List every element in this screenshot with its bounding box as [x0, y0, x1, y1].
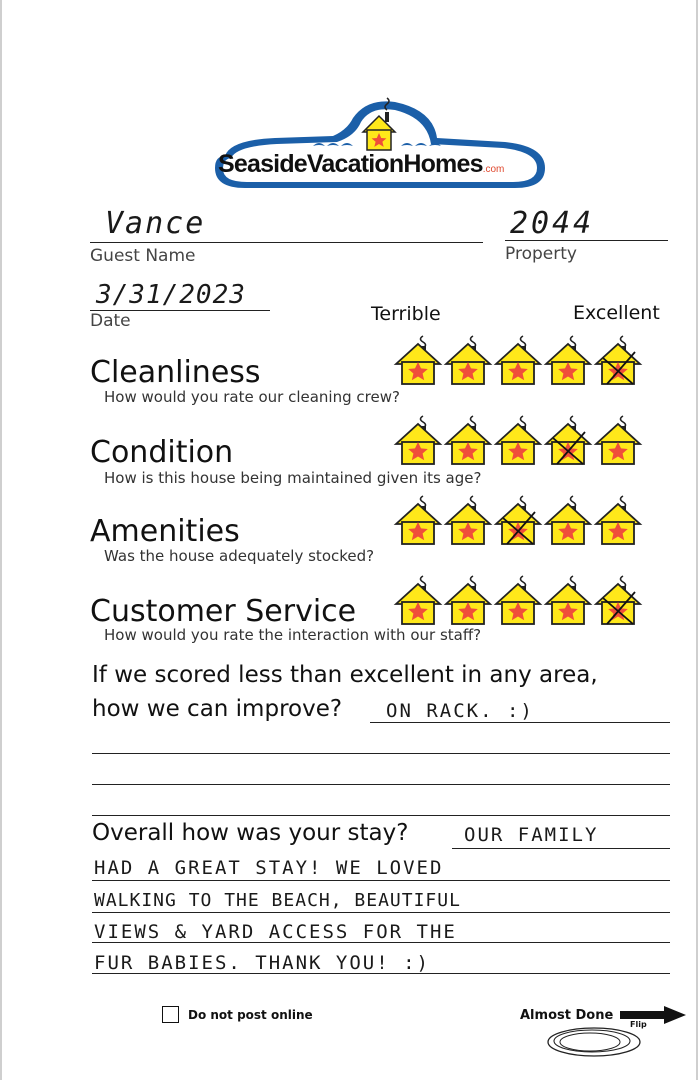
rating-house-icon-2[interactable] [443, 414, 493, 466]
category-title: Amenities [90, 514, 240, 549]
almost-done-label: Almost Done [520, 1008, 614, 1023]
overall-answer-line: VIEWS & YARD ACCESS FOR THE [94, 921, 457, 943]
date-label: Date [90, 311, 131, 331]
guest-name-label: Guest Name [90, 246, 196, 266]
rating-house-icon-4[interactable] [543, 574, 593, 626]
improve-question-line1: If we scored less than excellent in any area, [92, 662, 598, 688]
rating-house-icon-2[interactable] [443, 494, 493, 546]
category-subtitle: How would you rate the interaction with our staff? [104, 626, 482, 644]
category-title: Customer Service [90, 594, 357, 629]
improve-line [370, 722, 670, 723]
category-subtitle: How would you rate our cleaning crew? [104, 388, 400, 406]
rating-house-icon-2[interactable] [443, 574, 493, 626]
improve-line [92, 753, 670, 754]
scale-high-label: Excellent [573, 302, 660, 324]
overall-answer-line: HAD A GREAT STAY! WE LOVED [94, 857, 444, 879]
guest-name-value: Vance [105, 206, 206, 241]
brand-logo [205, 96, 555, 196]
category-title: Condition [90, 435, 234, 470]
signature-scribble [544, 1022, 648, 1060]
rating-house-icon-3[interactable] [493, 574, 543, 626]
flip-label: Flip [630, 1020, 647, 1029]
rating-house-icon-5[interactable] [593, 574, 643, 626]
page-edge-left [0, 0, 2, 1080]
rating-house-icon-4[interactable] [543, 334, 593, 386]
brand-suffix: .com [482, 164, 505, 175]
overall-answer-line: OUR FAMILY [464, 824, 599, 846]
guest-name-line [90, 242, 483, 243]
category-subtitle: Was the house adequately stocked? [104, 547, 375, 565]
overall-question: Overall how was your stay? [92, 820, 409, 846]
rating-house-icon-1[interactable] [393, 494, 443, 546]
brand-wordmark [218, 150, 504, 179]
property-label: Property [505, 244, 577, 264]
rating-house-icon-4[interactable] [543, 494, 593, 546]
category-subtitle: How is this house being maintained given its age? [104, 469, 482, 487]
rating-house-icon-4[interactable] [543, 414, 593, 466]
rating-stars[interactable] [393, 334, 653, 386]
overall-answer-line: WALKING TO THE BEACH, BEAUTIFUL [94, 890, 461, 911]
date-value: 3/31/2023 [96, 280, 246, 310]
rating-house-icon-2[interactable] [443, 334, 493, 386]
rating-house-icon-3[interactable] [493, 334, 543, 386]
property-value: 2044 [510, 206, 595, 241]
rating-house-icon-5[interactable] [593, 334, 643, 386]
do-not-post-label: Do not post online [188, 1008, 313, 1022]
overall-line [92, 912, 670, 913]
rating-house-icon-5[interactable] [593, 494, 643, 546]
scale-low-label: Terrible [371, 303, 441, 325]
rating-stars[interactable] [393, 414, 653, 466]
overall-line [92, 880, 670, 881]
overall-line [92, 973, 670, 974]
improve-line [92, 784, 670, 785]
rating-stars[interactable] [393, 574, 653, 626]
overall-answer-line: FUR BABIES. THANK YOU! :) [94, 952, 430, 974]
rating-house-icon-1[interactable] [393, 574, 443, 626]
rating-house-icon-1[interactable] [393, 334, 443, 386]
brand-name: SeasideVacationHomes [218, 150, 483, 178]
rating-stars[interactable] [393, 494, 653, 546]
property-line [505, 240, 668, 241]
rating-house-icon-5[interactable] [593, 414, 643, 466]
rating-house-icon-3[interactable] [493, 414, 543, 466]
overall-line [92, 942, 670, 943]
improve-line [92, 815, 670, 816]
category-title: Cleanliness [90, 355, 261, 390]
improve-question-line2: how we can improve? [92, 696, 343, 722]
rating-house-icon-3[interactable] [493, 494, 543, 546]
rating-house-icon-1[interactable] [393, 414, 443, 466]
do-not-post-checkbox[interactable] [162, 1006, 179, 1023]
improve-answer: ON RACK. :) [386, 700, 534, 722]
overall-line [452, 848, 670, 849]
